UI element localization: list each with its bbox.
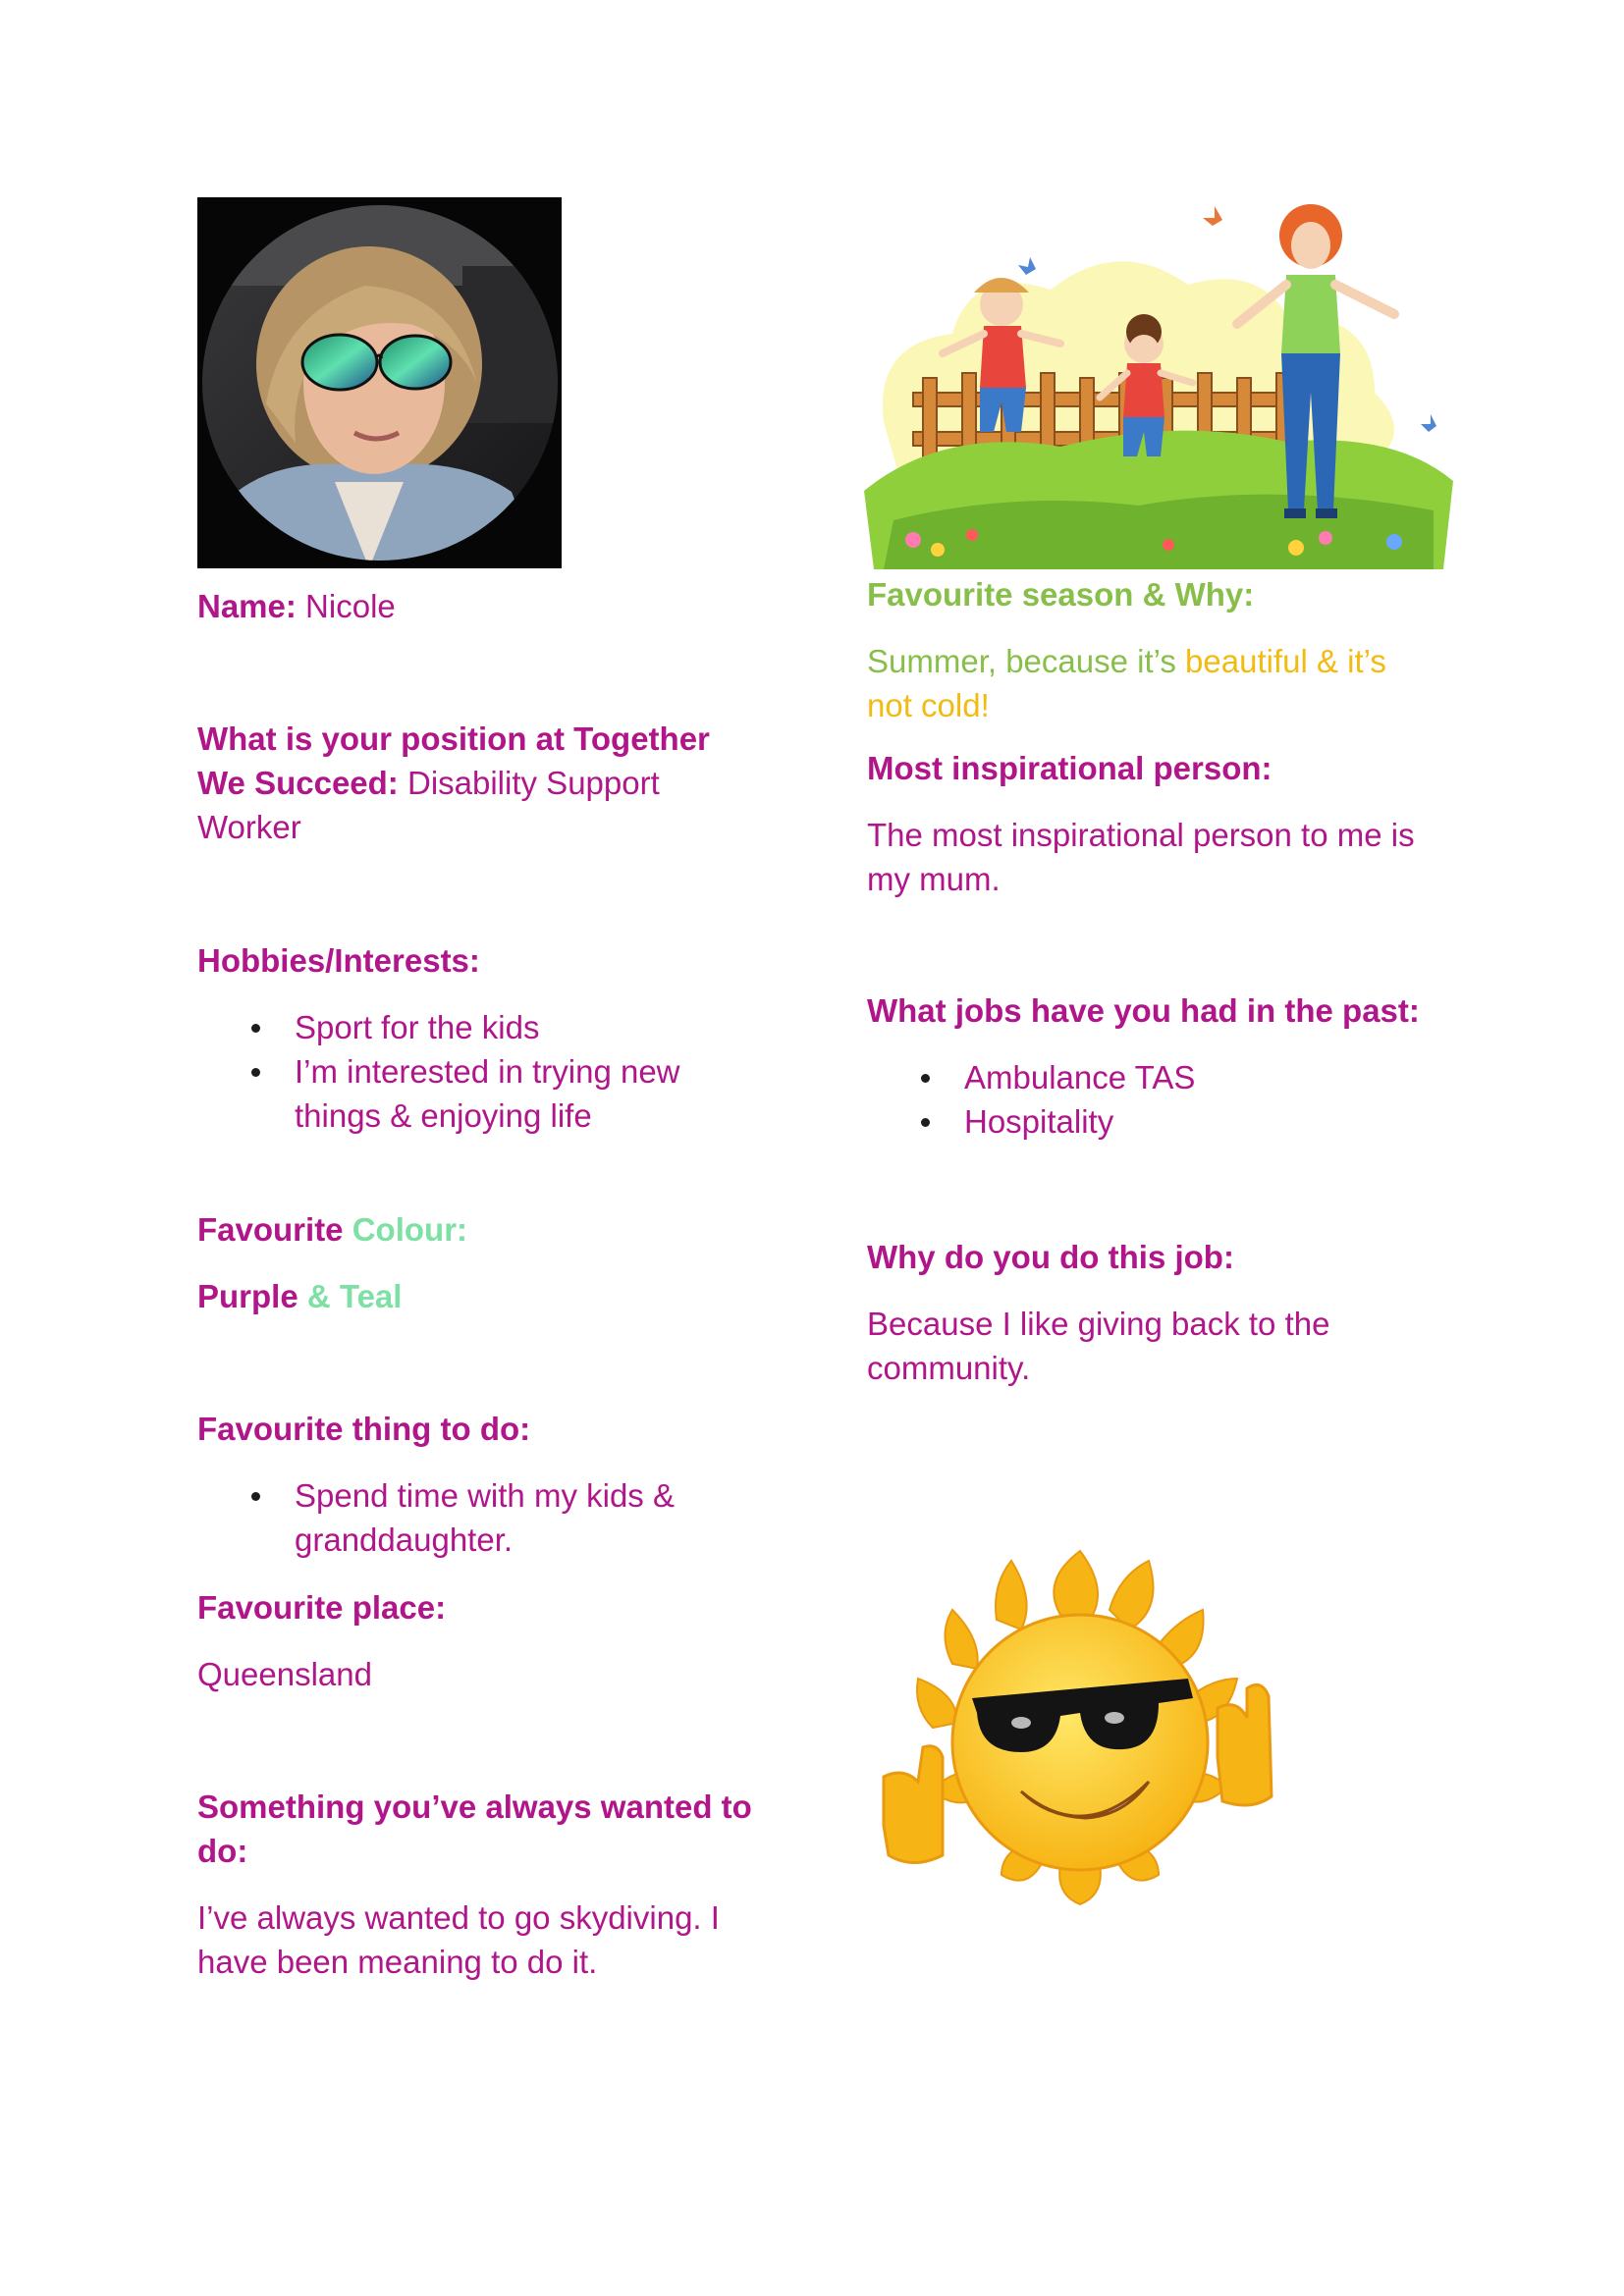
colour-label-b: Colour: [352, 1211, 468, 1248]
list-item [197, 1473, 806, 1562]
colour-value-a: Purple [197, 1278, 298, 1314]
list-item [867, 1055, 1495, 1099]
job-text: Hospitality [964, 1103, 1114, 1140]
hobbies-label: Hobbies/Interests: [197, 942, 480, 979]
left-column [197, 584, 786, 628]
position-value: Disability Support [406, 765, 660, 801]
wanted-value-line2: have been meaning to do it. [197, 1944, 598, 1980]
thing-text-continued: granddaughter. [295, 1522, 514, 1558]
list-item [867, 1099, 1495, 1144]
thing-text: Spend time with my kids & [295, 1477, 675, 1514]
profile-photo-graphic [197, 197, 562, 568]
season-value-line1 [867, 639, 1476, 683]
hobbies-section [197, 938, 806, 1138]
hobbies-list [0, 1005, 806, 1138]
position-label-line1: What is your position at Together [197, 721, 710, 757]
favourite-place-section [197, 1585, 806, 1696]
position-section [197, 717, 806, 849]
inspo-value-line2: my mum. [867, 861, 1001, 897]
family-playing-illustration [864, 196, 1453, 569]
wanted-label-line2: do: [197, 1833, 248, 1869]
name-label: Name: [197, 588, 297, 624]
wanted-value-line1: I’ve always wanted to go skydiving. I [197, 1899, 720, 1936]
hobby-text-continued: things & enjoying life [295, 1097, 592, 1134]
wanted-section [197, 1785, 826, 1984]
list-item [197, 1005, 806, 1049]
colour-section [197, 1207, 806, 1318]
colour-label-a: Favourite [197, 1211, 344, 1248]
place-value: Queensland [197, 1656, 372, 1692]
inspo-label: Most inspirational person: [867, 750, 1272, 786]
favourite-thing-section [197, 1407, 806, 1562]
position-line2 [197, 761, 806, 805]
why-section [867, 1235, 1495, 1390]
name-field [197, 584, 786, 628]
list-item [197, 1049, 806, 1138]
season-value-c: not cold! [867, 687, 990, 723]
hobby-text: I’m interested in trying new [295, 1053, 680, 1090]
position-label-line2: We Succeed: [197, 765, 399, 801]
wanted-label-line1: Something you’ve always wanted to [197, 1789, 752, 1825]
inspo-value-line1: The most inspirational person to me is [867, 817, 1415, 853]
jobs-label: What jobs have you had in the past: [867, 992, 1420, 1029]
profile-photo [197, 197, 562, 568]
thing-label: Favourite thing to do: [197, 1411, 531, 1447]
season-section [867, 572, 1476, 727]
jobs-list [867, 1055, 1495, 1144]
hobby-text: Sport for the kids [295, 1009, 540, 1045]
name-value: Nicole [305, 588, 396, 624]
job-text: Ambulance TAS [964, 1059, 1196, 1095]
thing-list [0, 1473, 806, 1562]
position-value-line3: Worker [197, 809, 301, 845]
sun-graphic [864, 1531, 1296, 1944]
why-label: Why do you do this job: [867, 1239, 1234, 1275]
jobs-section [867, 988, 1495, 1144]
season-value-b: beautiful & it’s [1185, 643, 1386, 679]
place-label: Favourite place: [197, 1589, 447, 1626]
why-value-line1: Because I like giving back to the [867, 1306, 1330, 1342]
colour-value [197, 1274, 806, 1318]
colour-value-b: & Teal [306, 1278, 403, 1314]
family-playing-graphic [864, 196, 1453, 569]
season-label: Favourite season & Why: [867, 576, 1255, 613]
why-value-line2: community. [867, 1350, 1031, 1386]
inspo-section [867, 746, 1495, 901]
sun-sunglasses-illustration [864, 1531, 1296, 1944]
season-value-a: Summer, because it’s [867, 643, 1176, 679]
colour-label [197, 1207, 806, 1252]
